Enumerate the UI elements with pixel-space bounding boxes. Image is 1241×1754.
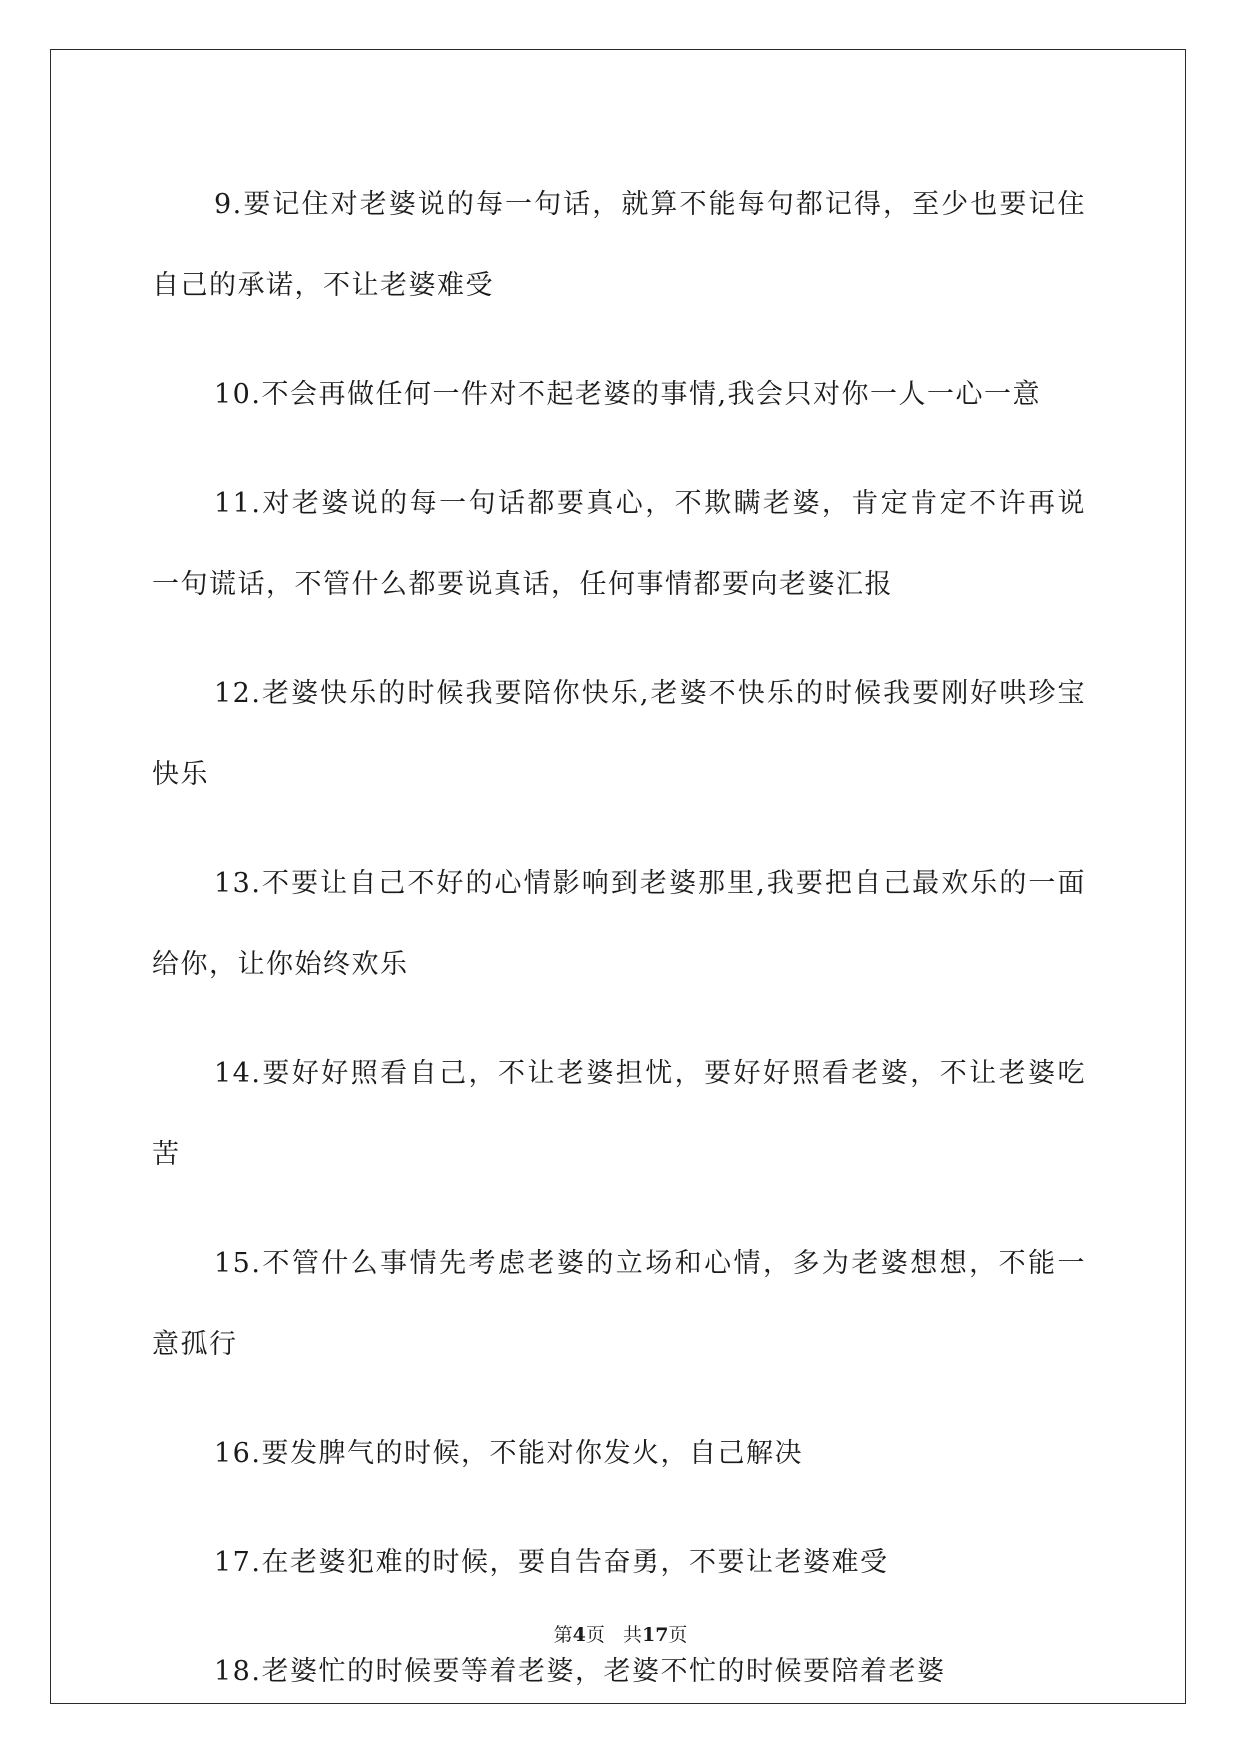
document-body xyxy=(152,164,1086,1740)
page-footer xyxy=(0,1620,1241,1647)
total-prefix: 共 xyxy=(622,1624,642,1646)
paragraph-item-15: 15.不管什么事情先考虑老婆的立场和心情，多为老婆想想，不能一意孤行 xyxy=(152,1248,1086,1360)
paragraph-item-17: 17.在老婆犯难的时候，要自告奋勇，不要让老婆难受 xyxy=(214,1547,889,1578)
paragraph-item-9: 9.要记住对老婆说的每一句话，就算不能每句都记得，至少也要记住自己的承诺，不让老婆难受 xyxy=(152,189,1086,301)
total-suffix: 页 xyxy=(668,1624,688,1646)
paragraph-item-13: 13.不要让自己不好的心情影响到老婆那里,我要把自己最欢乐的一面给你，让你始终欢乐 xyxy=(152,868,1086,980)
paragraph-item-18: 18.老婆忙的时候要等着老婆，老婆不忙的时候要陪着老婆 xyxy=(214,1656,946,1687)
paragraph-item-14: 14.要好好照看自己，不让老婆担忧，要好好照看老婆，不让老婆吃苦 xyxy=(152,1058,1086,1170)
total-pages: 17 xyxy=(641,1624,669,1646)
paragraph-item-11: 11.对老婆说的每一句话都要真心，不欺瞒老婆，肯定肯定不许再说一句谎话，不管什么都要说真话，任何事情都要向老婆汇报 xyxy=(152,488,1086,600)
paragraph-item-12: 12.老婆快乐的时候我要陪你快乐,老婆不快乐的时候我要刚好哄珍宝快乐 xyxy=(152,678,1086,790)
page-number: 4 xyxy=(572,1624,586,1646)
page-prefix: 第 xyxy=(553,1624,573,1646)
paragraph-item-16: 16.要发脾气的时候，不能对你发火，自己解决 xyxy=(214,1438,803,1469)
paragraph-item-10: 10.不会再做任何一件对不起老婆的事情,我会只对你一人一心一意 xyxy=(214,379,1042,410)
page-suffix: 页 xyxy=(585,1624,605,1646)
